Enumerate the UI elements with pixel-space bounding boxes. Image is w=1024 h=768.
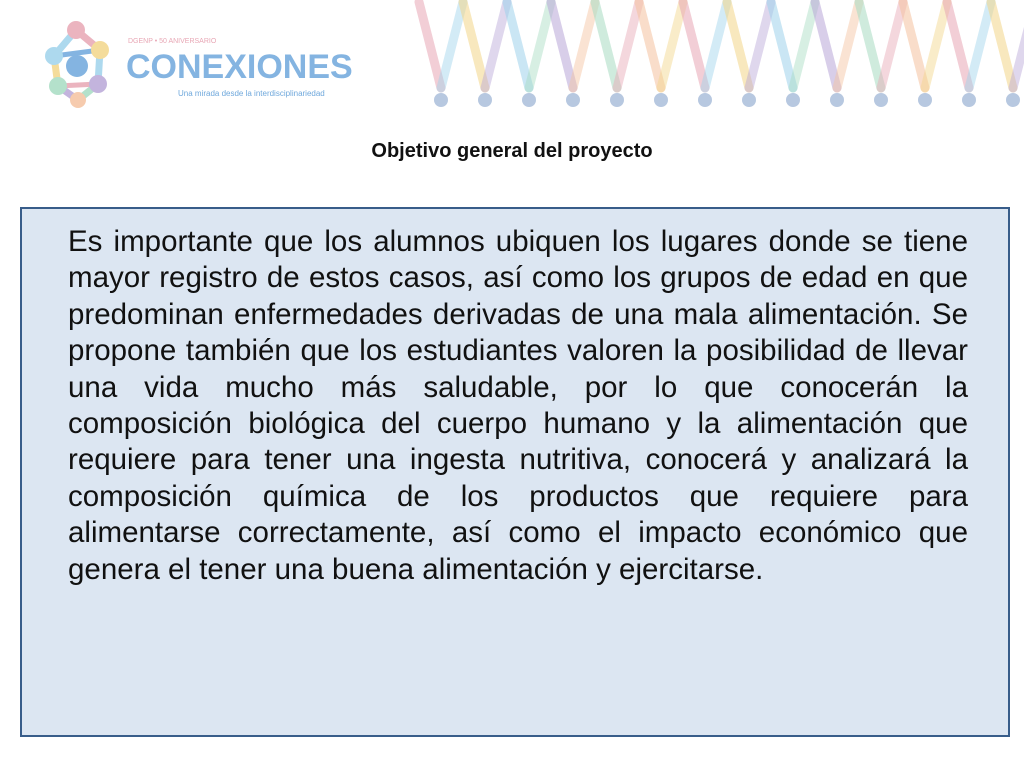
- stripe-up: [969, 2, 991, 88]
- stripe-down: [551, 2, 573, 88]
- deco-dot: [522, 93, 536, 107]
- deco-dot: [918, 93, 932, 107]
- header-banner: [0, 0, 1024, 125]
- deco-dot: [742, 93, 756, 107]
- stripe-up: [793, 2, 815, 88]
- logo-tagline: DGENP • 50 ANIVERSARIO: [128, 38, 217, 45]
- deco-dot: [654, 93, 668, 107]
- stripe-down: [639, 2, 661, 88]
- deco-dot: [1006, 93, 1020, 107]
- stripe-up: [1013, 2, 1024, 88]
- objective-text-box: [20, 207, 1010, 737]
- stripe-down: [683, 2, 705, 88]
- stripe-up: [617, 2, 639, 88]
- deco-dot: [698, 93, 712, 107]
- stripe-down: [419, 2, 441, 88]
- stripe-up: [529, 2, 551, 88]
- stripe-down: [771, 2, 793, 88]
- objective-body-text: Es importante que los alumnos ubiquen los lugares donde se tiene mayor registro de estos casos, así como los grupos de edad en que predominan enfermedades derivadas de una mala alimentación. Se propone también que los estudiantes valoren la posibilidad de llevar una vida mucho más saludable, por lo que conocerán la composición biológica del cuerpo humano y la alimentación que requiere para tener una ingesta nutritiva, conocerá y analizará la composición química de los productos que requiere para alimentarse correctamente, así como el impacto económico que genera el tener una buena alimentación y ejercitarse.: [68, 225, 968, 586]
- stripe-up: [837, 2, 859, 88]
- logo-brand: CONEXIONES: [126, 48, 353, 86]
- stripe-down: [595, 2, 617, 88]
- stripe-up: [925, 2, 947, 88]
- page-title: Objetivo general del proyecto: [371, 140, 653, 162]
- logo-subtitle: Una mirada desde la interdisciplinariedad: [178, 89, 325, 98]
- deco-dot: [610, 93, 624, 107]
- deco-dot: [830, 93, 844, 107]
- deco-dot: [786, 93, 800, 107]
- stripe-up: [661, 2, 683, 88]
- conexiones-logo: [28, 8, 388, 113]
- stripe-up: [485, 2, 507, 88]
- stripe-down: [815, 2, 837, 88]
- deco-dot: [566, 93, 580, 107]
- deco-dot: [874, 93, 888, 107]
- stripe-up: [705, 2, 727, 88]
- deco-dot: [478, 93, 492, 107]
- decorative-stripes: [405, 0, 1024, 120]
- stripe-down: [507, 2, 529, 88]
- stripe-down: [727, 2, 749, 88]
- stripe-up: [881, 2, 903, 88]
- molecule-icon: [45, 21, 109, 108]
- stripe-down: [903, 2, 925, 88]
- deco-dot: [434, 93, 448, 107]
- stripe-down: [947, 2, 969, 88]
- stripe-down: [991, 2, 1013, 88]
- stripe-up: [749, 2, 771, 88]
- deco-dot: [962, 93, 976, 107]
- stripe-down: [859, 2, 881, 88]
- stripe-up: [573, 2, 595, 88]
- stripe-down: [463, 2, 485, 88]
- stripe-up: [441, 2, 463, 88]
